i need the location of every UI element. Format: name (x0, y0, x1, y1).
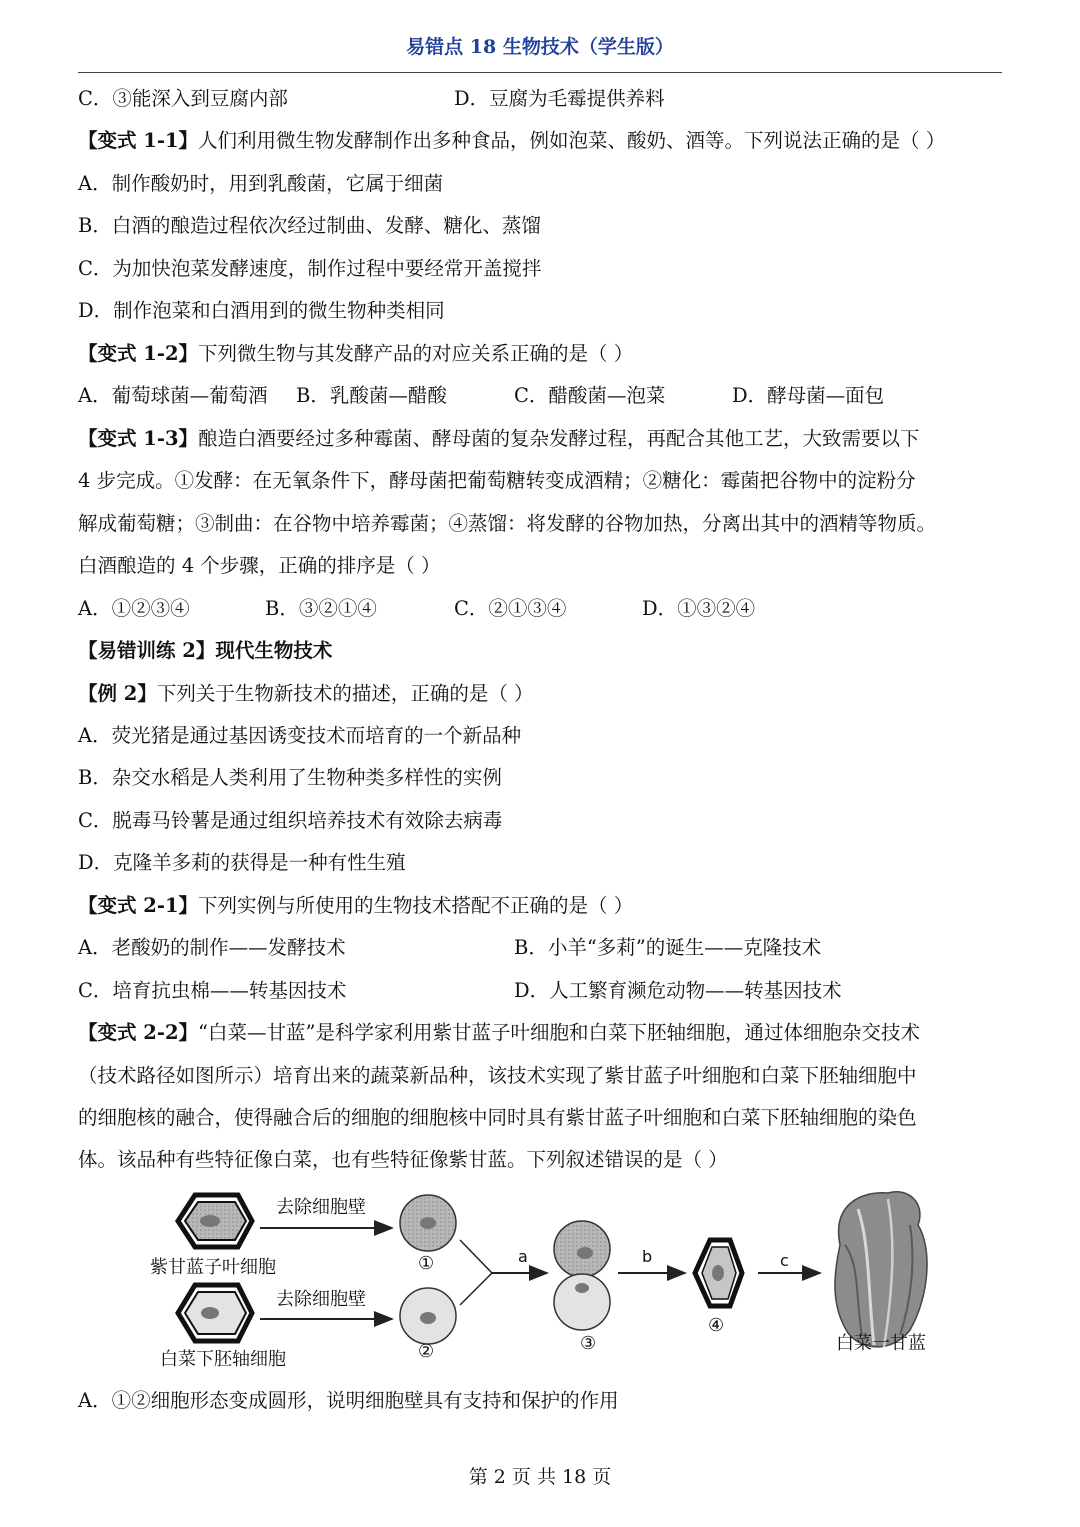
question-variant-1-1 (78, 128, 945, 154)
option-b: B．乳酸菌—醋酸 (296, 384, 447, 407)
question-variant-2-2 (78, 1020, 920, 1046)
question-variant-1-2 (78, 341, 633, 367)
purple-cabbage-cell-label: 紫甘蓝子叶细胞 (150, 1257, 276, 1278)
question-example-2 (78, 681, 534, 707)
hybrid-cell-icon (695, 1240, 742, 1306)
option-a: A．①②③④ (78, 597, 190, 620)
step-c-label: c (780, 1251, 789, 1270)
question-text: 人们利用微生物发酵制作出多种食品，例如泡菜、酸奶、酒等。下列说法正确的是（ ） (198, 129, 946, 152)
option-b: B．杂交水稻是人类利用了生物种类多样性的实例 (78, 766, 502, 789)
question-tag: 【变式 1-2】 (78, 342, 199, 365)
option-d: D．克隆羊多莉的获得是一种有性生殖 (78, 851, 406, 874)
option-b: B．③②①④ (265, 597, 377, 620)
question-text: 酿造白酒要经过多种霉菌、酵母菌的复杂发酵过程，再配合其他工艺，大致需要以下 (198, 427, 920, 450)
page-header (78, 28, 1002, 73)
question-text: 4 步完成。①发酵：在无氧条件下，酵母菌把葡萄糖转变成酒精；②糖化：霉菌把谷物中的淀粉分 (78, 469, 916, 492)
option-c: C．醋酸菌—泡菜 (514, 384, 666, 407)
question-tag: 【变式 2-2】 (78, 1021, 199, 1044)
option-d: D．豆腐为毛霉提供养料 (454, 87, 665, 110)
label-circled-1: ① (418, 1253, 435, 1274)
option-d: D．①③②④ (642, 597, 756, 620)
remove-wall-label-2: 去除细胞壁 (276, 1289, 366, 1310)
option-row (78, 978, 842, 1004)
purple-cabbage-cell-icon (178, 1195, 252, 1247)
question-text: 下列微生物与其发酵产品的对应关系正确的是（ ） (198, 342, 634, 365)
option-d: D．酵母菌—面包 (732, 384, 885, 407)
step-b-label: b (642, 1247, 653, 1266)
question-text: 的细胞核的融合，使得融合后的细胞的细胞核中同时具有紫甘蓝子叶细胞和白菜下胚轴细胞的染色 (78, 1106, 917, 1129)
option-c: C．为加快泡菜发酵速度，制作过程中要经常开盖搅拌 (78, 257, 542, 280)
chinese-cabbage-cell-icon (178, 1285, 252, 1341)
question-text: 白酒酿造的 4 个步骤，正确的排序是（ ） (78, 554, 441, 577)
option-row (78, 596, 756, 622)
step-a-label: a (518, 1247, 528, 1266)
question-text: 下列关于生物新技术的描述，正确的是（ ） (156, 682, 534, 705)
option-a: A．葡萄球菌—葡萄酒 (78, 384, 268, 407)
fusing-cell-icon (554, 1221, 610, 1330)
result-label: 白菜一甘蓝 (836, 1333, 926, 1354)
remove-wall-label-1: 去除细胞壁 (276, 1197, 366, 1218)
section-heading: 【易错训练 2】现代生物技术 (78, 639, 333, 662)
cabbage-plant-icon (835, 1192, 927, 1347)
label-circled-4: ④ (708, 1315, 725, 1336)
option-a: A．老酸奶的制作——发酵技术 (78, 936, 346, 959)
header-title: 易错点 18 生物技术（学生版） (406, 36, 674, 58)
question-text: 解成葡萄糖；③制曲：在谷物中培养霉菌；④蒸馏：将发酵的谷物加热，分离出其中的酒精等物质。 (78, 512, 937, 535)
question-variant-2-1 (78, 893, 633, 919)
question-text: （技术路径如图所示）培育出来的蔬菜新品种，该技术实现了紫甘蓝子叶细胞和白菜下胚轴细胞中 (78, 1064, 917, 1087)
option-c: C．③能深入到豆腐内部 (78, 87, 288, 110)
chinese-cabbage-cell-label: 白菜下胚轴细胞 (160, 1349, 286, 1370)
protoplast-2-icon (400, 1288, 456, 1344)
question-tag: 【变式 1-3】 (78, 427, 199, 450)
question-text: “白菜—甘蓝”是科学家利用紫甘蓝子叶细胞和白菜下胚轴细胞，通过体细胞杂交技术 (198, 1021, 920, 1044)
option-row (78, 935, 822, 961)
option-a: A．制作酸奶时，用到乳酸菌，它属于细菌 (78, 172, 444, 195)
option-c: C．脱毒马铃薯是通过组织培养技术有效除去病毒 (78, 809, 503, 832)
option-a: A．①②细胞形态变成圆形，说明细胞壁具有支持和保护的作用 (78, 1389, 619, 1412)
question-tag: 【例 2】 (78, 682, 157, 705)
option-b: B．白酒的酿造过程依次经过制曲、发酵、糖化、蒸馏 (78, 214, 541, 237)
page-footer: 第 2 页 共 18 页 (468, 1466, 612, 1488)
question-tag: 【变式 1-1】 (78, 129, 199, 152)
option-d: D．制作泡菜和白酒用到的微生物种类相同 (78, 299, 445, 322)
option-row (78, 383, 885, 409)
protoplast-1-icon (400, 1195, 456, 1251)
option-b: B．小羊“多莉”的诞生——克隆技术 (514, 936, 822, 959)
question-variant-1-3 (78, 426, 920, 452)
option-c: C．培育抗虫棉——转基因技术 (78, 979, 347, 1002)
question-text: 下列实例与所使用的生物技术搭配不正确的是（ ） (198, 894, 634, 917)
question-text: 体。该品种有些特征像白菜，也有些特征像紫甘蓝。下列叙述错误的是（ ） (78, 1148, 728, 1171)
label-circled-2: ② (418, 1341, 435, 1362)
option-row (78, 86, 665, 112)
option-d: D．人工繁育濒危动物——转基因技术 (514, 979, 842, 1002)
option-a: A．荧光猪是通过基因诱变技术而培育的一个新品种 (78, 724, 522, 747)
label-circled-3: ③ (580, 1333, 597, 1354)
option-c: C．②①③④ (454, 597, 567, 620)
cell-fusion-diagram (140, 1185, 960, 1375)
question-tag: 【变式 2-1】 (78, 894, 199, 917)
